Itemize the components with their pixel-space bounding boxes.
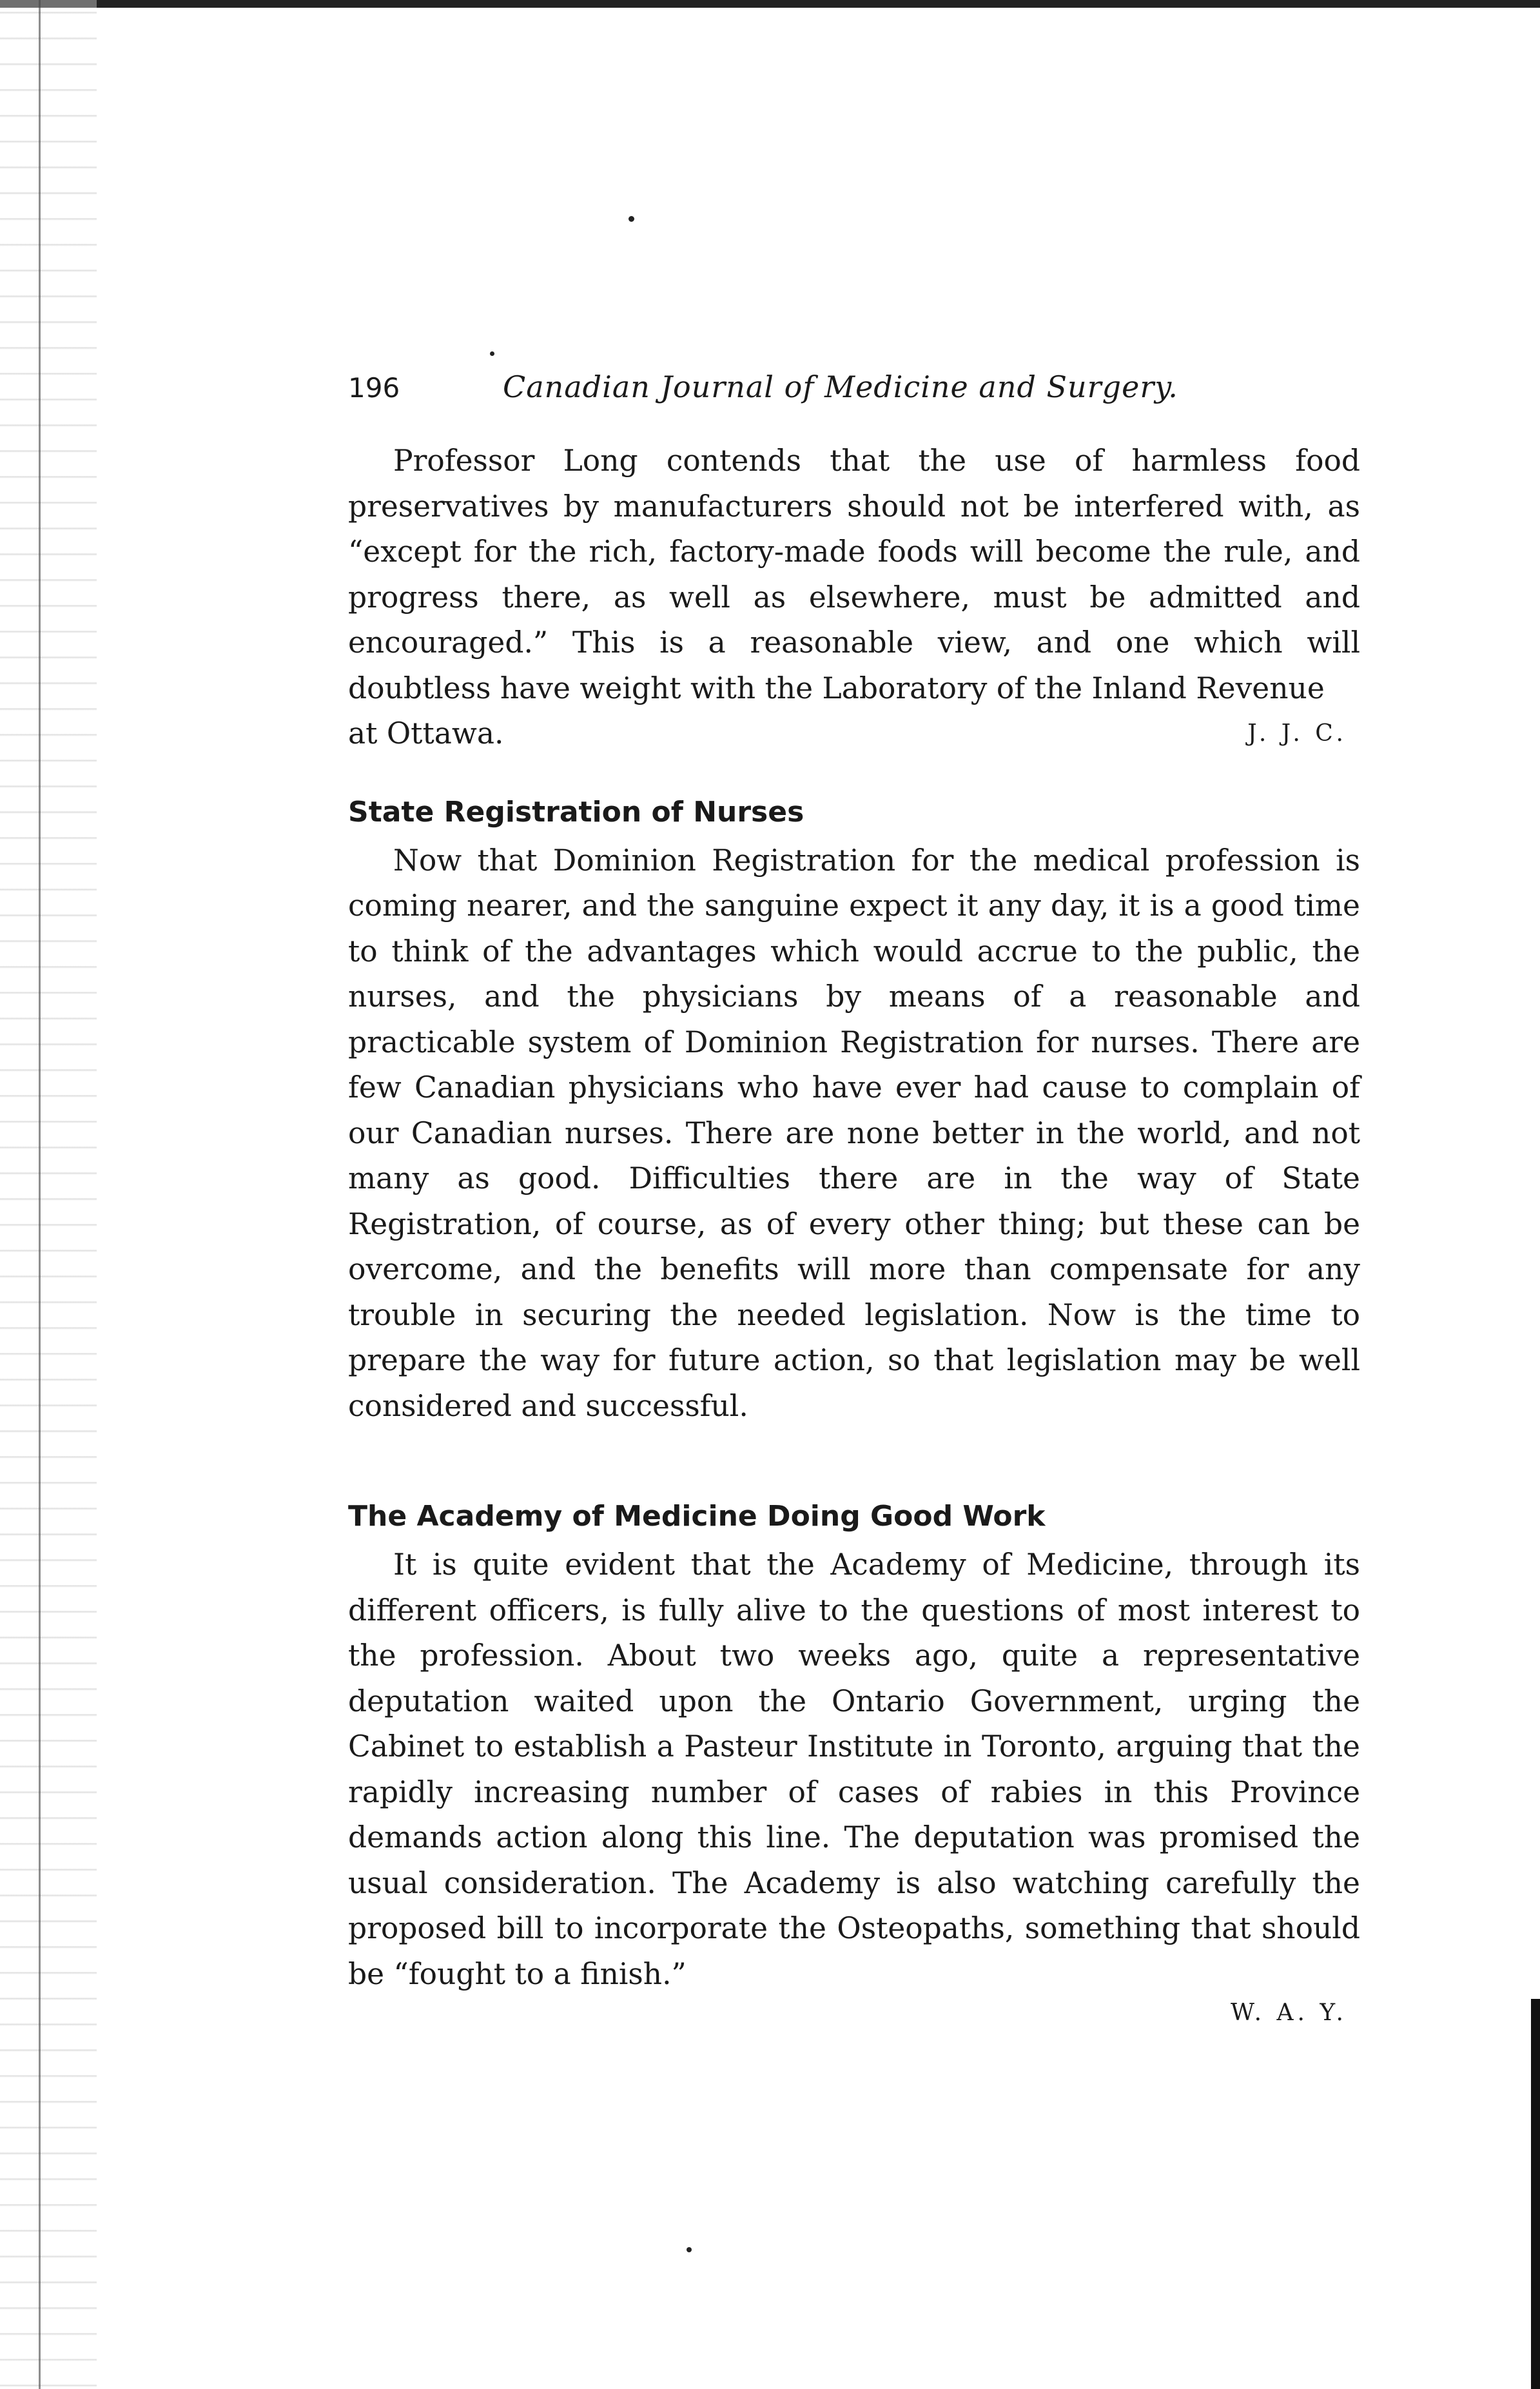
author-signature: W. A. Y. [1230,2000,1347,2026]
scan-speck [687,2247,692,2252]
scan-binding-line [39,0,41,2389]
running-head [348,368,1360,408]
section-heading: State Registration of Nurses [348,795,804,829]
article-state-registration [348,793,1360,1430]
scan-left-edge [0,0,97,2389]
scan-right-edge [1531,1999,1540,2389]
scan-speck [490,351,494,356]
scan-speck [629,216,634,222]
article-food-preservatives [348,438,1360,757]
article-paragraph: Professor Long contends that the use of harmless food preservatives by manufacturers should not be interfered with, as “except for the rich, factory-made foods will become the rule, and progress there, as well as elsewhere, must be admitted and encouraged.” This is a reasonable view, and one which will doubtless have weight with the Laboratory of the Inland Revenue [348,444,1360,705]
scan-top-edge [0,0,1540,8]
section-heading: The Academy of Medicine Doing Good Work [348,1500,1046,1533]
page-content [348,368,1360,2029]
author-signature: J. J. C. [1247,720,1347,747]
article-academy-of-medicine [348,1497,1360,2029]
article-paragraph: It is quite evident that the Academy of Medicine, through its different officers, is fully alive to the questions of most interest to the profession. About two weeks ago, quite a representative deputation waited upon the Ontario Government, urging the Cabinet to establish a Pasteur Institute in Toronto, arguing that the rapidly increasing number of cases of rabies in this Province demands action along this line. The deputation was promised the usual consideration. The Academy is also watching carefully the proposed bill to incorporate the Osteopaths, something that should be “fought to a finish.” [348,1548,1360,1991]
article-last-line: at Ottawa. [348,716,504,751]
article-paragraph: Now that Dominion Registration for the medical profession is coming nearer, and the sanguine expect it any day, it is a good time to think of the advantages which would accrue to the public, the nurses, and the physicians by means of a reasonable and practicable system of Dominion Registration for nurses. There are few Canadian physicians who have ever had cause to complain of our Canadian nurses. There are none better in the world, and not many as good. Difficulties there are in the way of State Registration, of course, as of every other thing; but these can be overcome, and the benefits will more than compensate for any trouble in securing the needed legislation. Now is the time to prepare the way for future action, so that legislation may be well considered and successful. [348,843,1360,1423]
section-spacer [348,1429,1360,1461]
page-number: 196 [348,372,400,404]
article-closing-line [348,711,1360,757]
journal-title: Canadian Journal of Medicine and Surgery. [503,369,1178,404]
